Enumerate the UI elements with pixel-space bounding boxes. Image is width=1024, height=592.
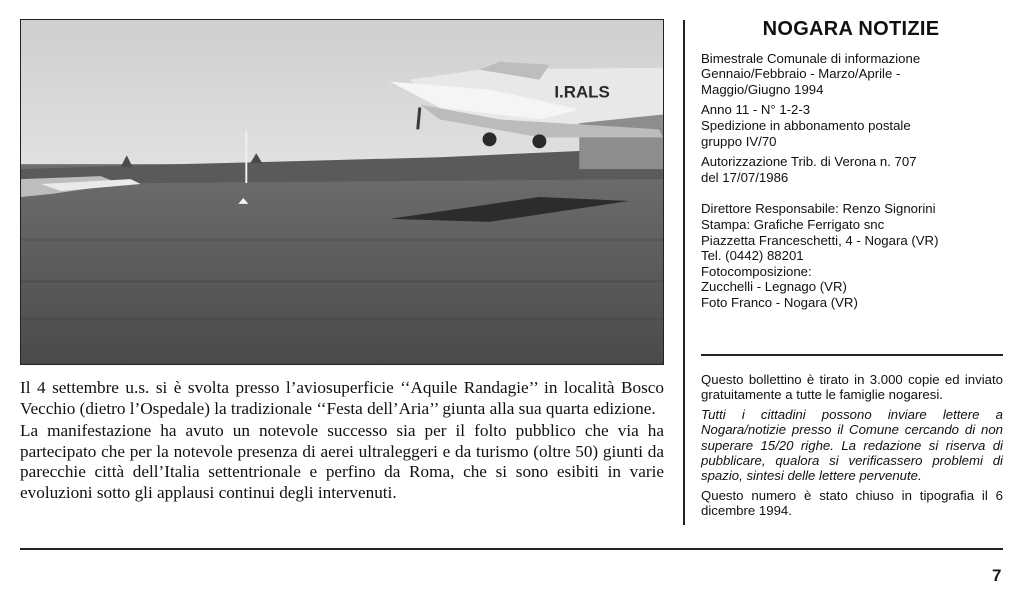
- periodicity: Bimestrale Comunale di informazione: [701, 50, 921, 66]
- letters-note: Tutti i cittadini possono inviare lettere a Nogara/notizie presso il Comune cercando di non superare 15/20 righe. La redazione si riserva di pubblicare, qualora si verificassero problemi di spazio, sintesi delle lettere pervenute.: [701, 406, 1003, 484]
- printer: Stampa: Grafiche Ferrigato snc: [701, 216, 885, 232]
- periodicity-block: [701, 51, 1001, 98]
- article-body: [20, 378, 664, 506]
- article-paragraph: Il 4 settembre u.s. si è svolta presso l’aviosuperficie ‘‘Aquile Randagie’’ in località Bosco Vecchio (dietro l’Ospedale) la tradizionale ‘‘Festa dell’Aria’’ giunta alla sua quarta edizione.: [20, 378, 664, 418]
- authorization: del 17/07/1986: [701, 169, 789, 185]
- article-paragraph: La manifestazione ha avuto un notevole successo sia per il folto pubblico che via ha partecipato che per la notevole presenza di aerei ultraleggeri e da turismo (oltre 50) giunti da parecchie città dell’Italia settentrionale e perfino da Roma, che si sono esibiti in varie evoluzioni sotto gli applausi continui degli intervenuti.: [20, 421, 664, 502]
- typesetting: Zucchelli - Legnago (VR): [701, 279, 847, 295]
- issue-number: Anno 11 - N° 1-2-3: [701, 102, 811, 118]
- notice-box: [701, 372, 1003, 523]
- shipping-info: gruppo IV/70: [701, 133, 777, 149]
- page-number: 7: [992, 566, 1002, 585]
- circulation-note: Questo bollettino è tirato in 3.000 copie ed inviato gratuitamente a tutte le famiglie nogaresi.: [701, 372, 1003, 403]
- masthead: [701, 20, 1001, 316]
- page-footer-rule: [20, 548, 1003, 550]
- printer-address: Piazzetta Franceschetti, 4 - Nogara (VR): [701, 232, 939, 248]
- credits-block: [701, 201, 1001, 310]
- publication-title: NOGARA NOTIZIE: [762, 18, 940, 40]
- authorization-block: [701, 154, 1001, 185]
- closing-note: Questo numero è stato chiuso in tipografia il 6 dicembre 1994.: [701, 487, 1003, 519]
- airplane-photo-icon: [21, 20, 663, 364]
- photo-credit: Foto Franco - Nogara (VR): [701, 294, 858, 310]
- aircraft-registration: I.RALS: [554, 82, 610, 102]
- printer-phone: Tel. (0442) 88201: [701, 248, 804, 264]
- issue-block: [701, 102, 1001, 149]
- authorization: Autorizzazione Trib. di Verona n. 707: [701, 154, 917, 170]
- airfield-photo: [20, 19, 664, 365]
- column-divider: [683, 20, 685, 525]
- shipping-info: Spedizione in abbonamento postale: [701, 117, 911, 133]
- typesetting-label: Fotocomposizione:: [701, 263, 812, 279]
- issue-months: Maggio/Giugno 1994: [701, 81, 824, 97]
- director: Direttore Responsabile: Renzo Signorini: [701, 201, 936, 217]
- issue-months: Gennaio/Febbraio - Marzo/Aprile -: [701, 66, 901, 82]
- masthead-divider: [701, 354, 1003, 356]
